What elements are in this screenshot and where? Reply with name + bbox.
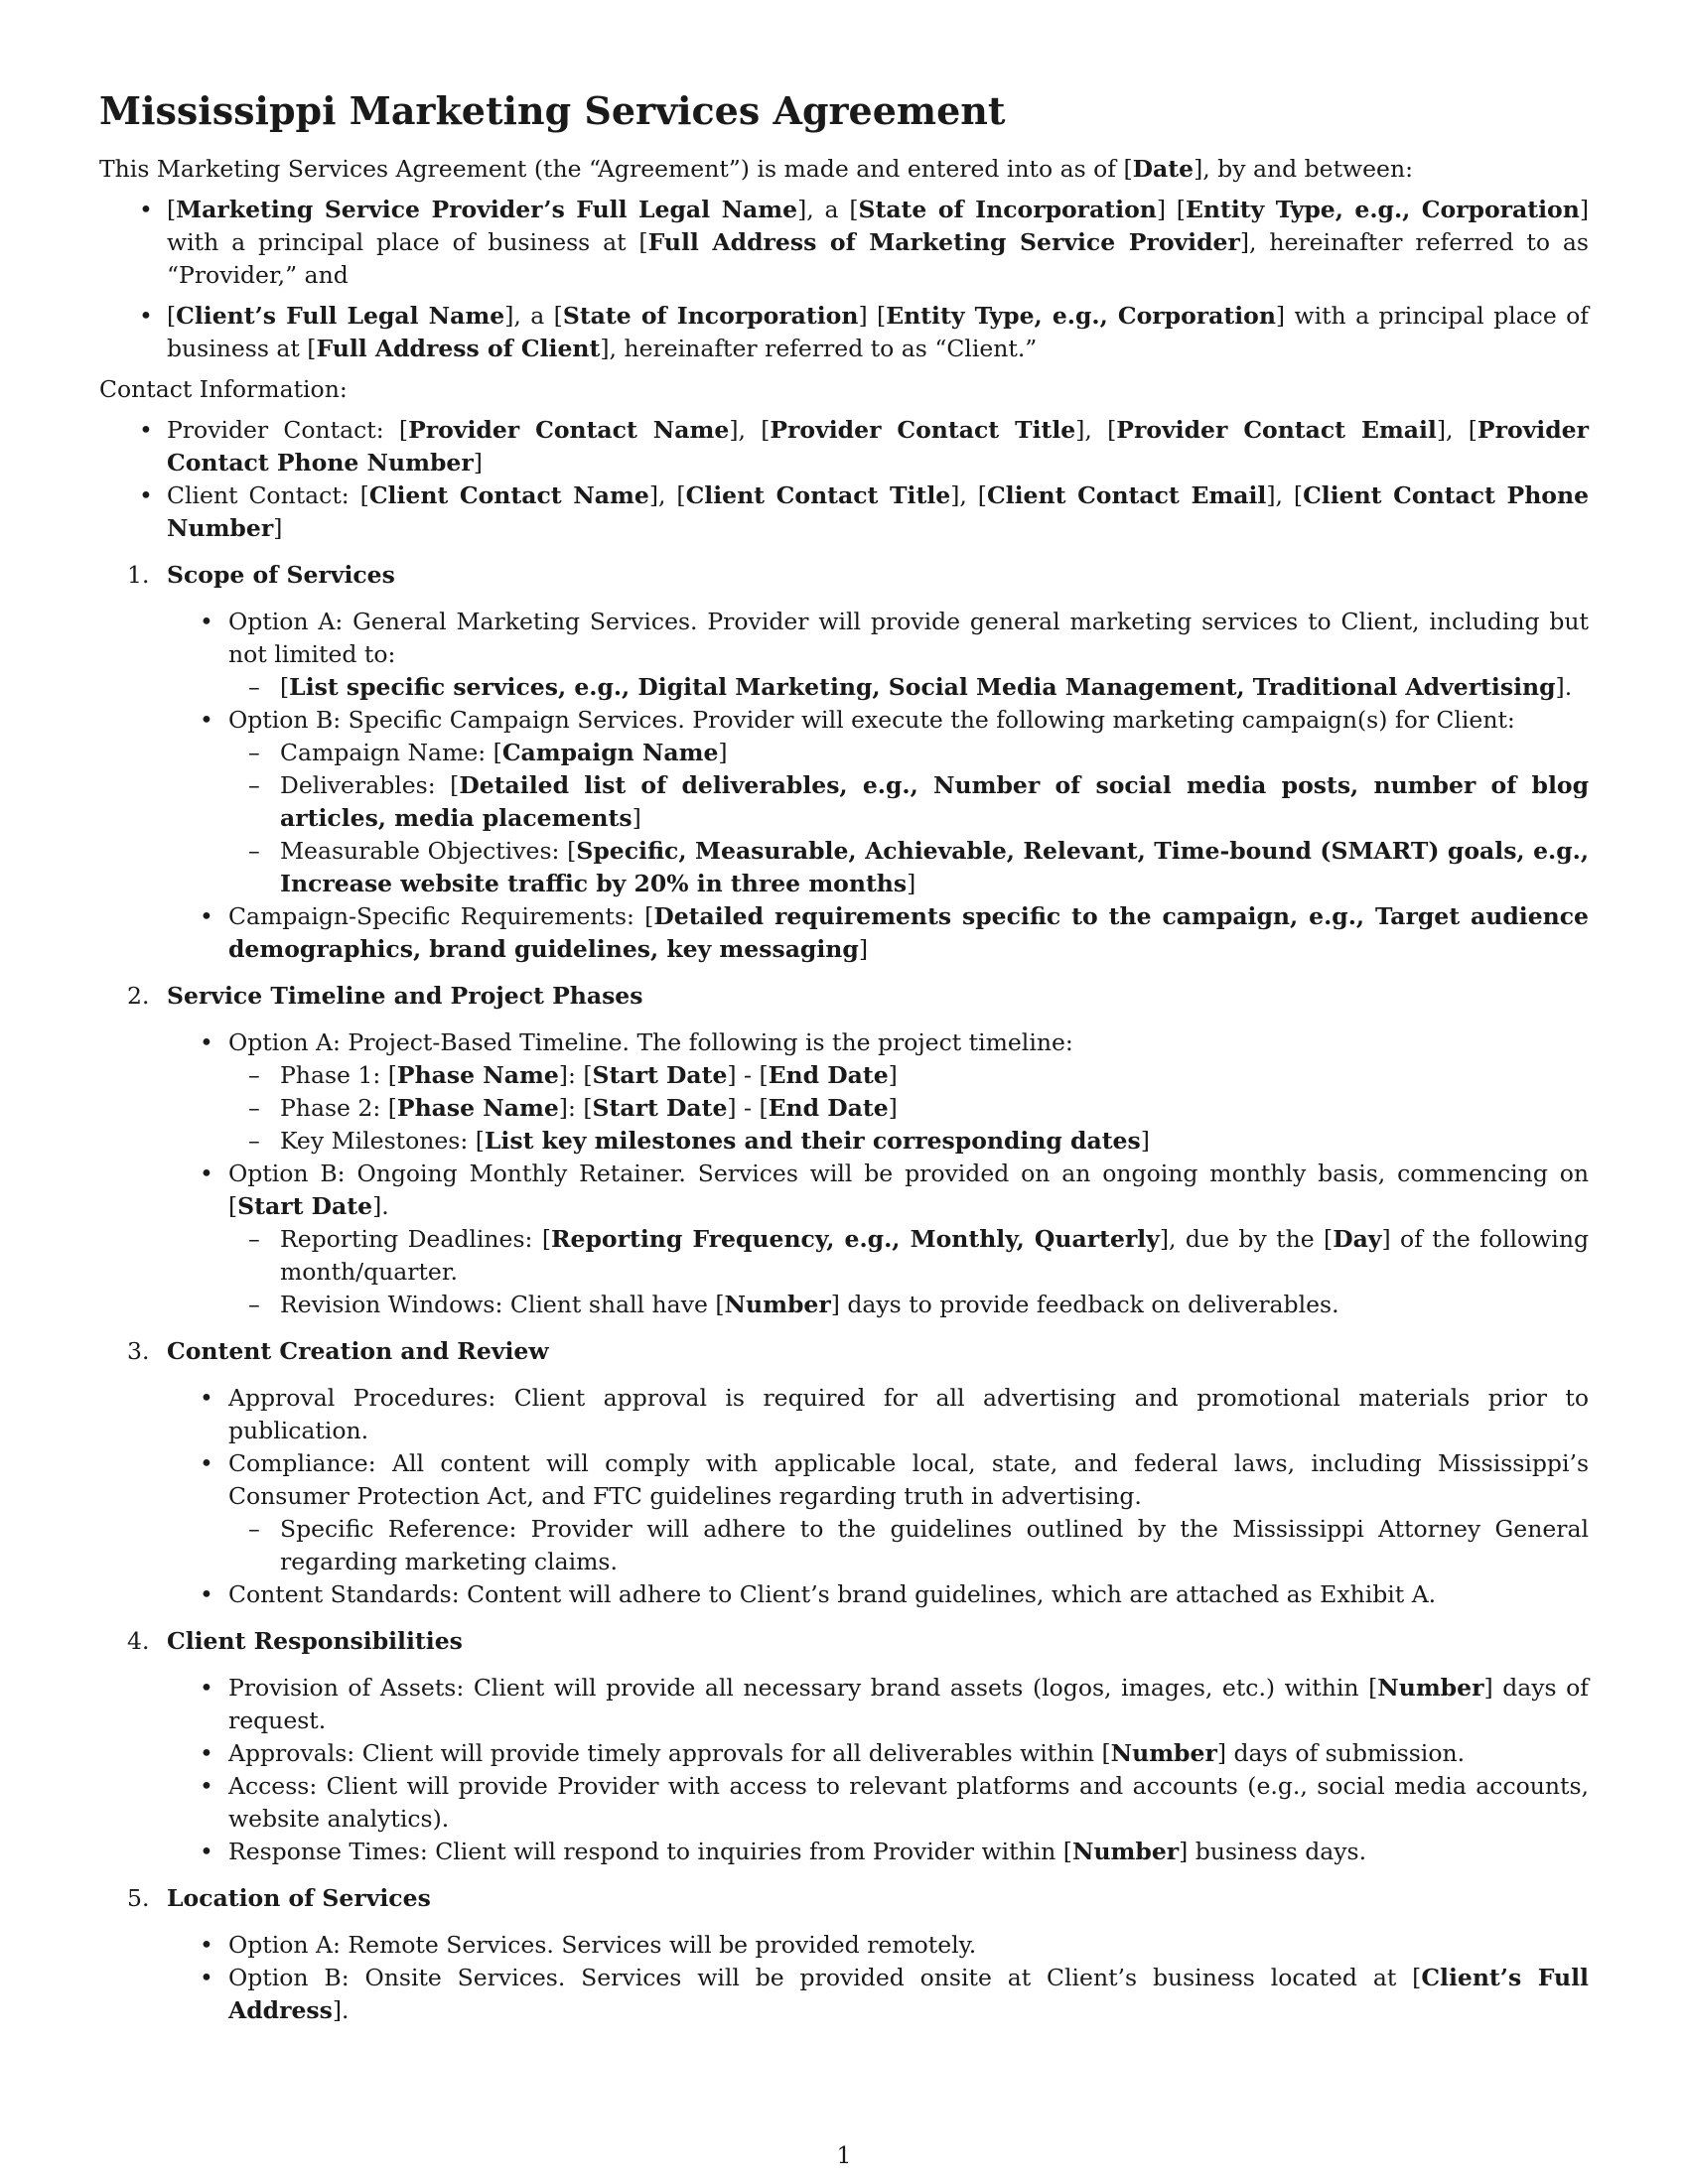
section-1-heading: 1. Scope of Services (127, 561, 395, 589)
section-3-heading: 3. Content Creation and Review (127, 1337, 549, 1365)
s2-milestones: – Key Milestones: [List key milestones and their corresponding dates] (99, 1125, 1589, 1158)
intro-paragraph: This Marketing Services Agreement (the “Agreement”) is made and entered into as of [Date], by and between: (99, 155, 1414, 183)
party-provider: • [Marketing Service Provider’s Full Legal Name], a [State of Incorporation] [Entity Type, e.g., Corporation] with a principal place of business at [Full Address of Marketing Service Provider], hereinafter referred to as “Provider,” and (99, 194, 1589, 292)
s1-option-a-list: – [List specific services, e.g., Digital Marketing, Social Media Management, Traditional Advertising]. (99, 671, 1589, 704)
date-placeholder: Date (1132, 155, 1195, 183)
contact-client: • Client Contact: [Client Contact Name], [Client Contact Title], [Client Contact Email], [Client Contact Phone Number] (99, 479, 1589, 545)
s2-reporting: – Reporting Deadlines: [Reporting Frequency, e.g., Monthly, Quarterly], due by the [Day] of the following month/quarter. (99, 1223, 1589, 1289)
s4-approvals: • Approvals: Client will provide timely approvals for all deliverables within [Number] days of submission. (99, 1737, 1589, 1770)
s5-option-b: • Option B: Onsite Services. Services will be provided onsite at Client’s business located at [Client’s Full Address]. (99, 1962, 1589, 2027)
s4-access: • Access: Client will provide Provider with access to relevant platforms and accounts (e.g., social media accounts, website analytics). (99, 1770, 1589, 1836)
s1-objectives: – Measurable Objectives: [Specific, Measurable, Achievable, Relevant, Time-bound (SMART) goals, e.g., Increase website traffic by 20% in three months] (99, 835, 1589, 900)
s2-revision: – Revision Windows: Client shall have [Number] days to provide feedback on deliverables. (99, 1289, 1589, 1321)
s4-assets: • Provision of Assets: Client will provide all necessary brand assets (logos, images, etc.) within [Number] days of request. (99, 1672, 1589, 1737)
page-number: 1 (836, 2141, 852, 2169)
section-4-heading: 4. Client Responsibilities (127, 1627, 463, 1655)
s3-specific-reference: – Specific Reference: Provider will adhere to the guidelines outlined by the Mississippi Attorney General regarding marketing claims. (99, 1513, 1589, 1578)
s3-standards: • Content Standards: Content will adhere to Client’s brand guidelines, which are attached as Exhibit A. (99, 1578, 1589, 1611)
s2-option-b: • Option B: Ongoing Monthly Retainer. Services will be provided on an ongoing monthly basis, commencing on [Start Date]. (99, 1158, 1589, 1223)
s3-compliance: • Compliance: All content will comply with applicable local, state, and federal laws, including Mississippi’s Consumer Protection Act, and FTC guidelines regarding truth in advertising. (99, 1447, 1589, 1513)
party-client: • [Client’s Full Legal Name], a [State of Incorporation] [Entity Type, e.g., Corporation] with a principal place of business at [Full Address of Client], hereinafter referred to as “Client.” (99, 300, 1589, 365)
contact-provider: • Provider Contact: [Provider Contact Name], [Provider Contact Title], [Provider Contact Email], [Provider Contact Phone Number] (99, 414, 1589, 479)
s1-option-a: • Option A: General Marketing Services. Provider will provide general marketing services to Client, including but not limited to: (99, 606, 1589, 671)
s4-response: • Response Times: Client will respond to inquiries from Provider within [Number] business days. (99, 1836, 1589, 1868)
contact-heading: Contact Information: (99, 375, 348, 403)
document-title: Mississippi Marketing Services Agreement (99, 88, 1006, 133)
document-body (99, 87, 1589, 2027)
s1-option-b: • Option B: Specific Campaign Services. Provider will execute the following marketing campaign(s) for Client: (99, 704, 1589, 737)
section-2-heading: 2. Service Timeline and Project Phases (127, 982, 643, 1010)
s2-option-a: • Option A: Project-Based Timeline. The following is the project timeline: (99, 1026, 1589, 1059)
s2-phase-1: – Phase 1: [Phase Name]: [Start Date] - [End Date] (99, 1059, 1589, 1092)
s3-approval: • Approval Procedures: Client approval is required for all advertising and promotional materials prior to publication. (99, 1382, 1589, 1447)
s1-deliverables: – Deliverables: [Detailed list of deliverables, e.g., Number of social media posts, number of blog articles, media placements] (99, 769, 1589, 835)
s2-phase-2: – Phase 2: [Phase Name]: [Start Date] - [End Date] (99, 1092, 1589, 1125)
s5-option-a: • Option A: Remote Services. Services will be provided remotely. (99, 1929, 1589, 1962)
s1-campaign-name: – Campaign Name: [Campaign Name] (99, 737, 1589, 769)
section-5-heading: 5. Location of Services (127, 1884, 431, 1912)
s1-requirements: • Campaign-Specific Requirements: [Detailed requirements specific to the campaign, e.g., Target audience demographics, brand guidelines, key messaging] (99, 900, 1589, 966)
